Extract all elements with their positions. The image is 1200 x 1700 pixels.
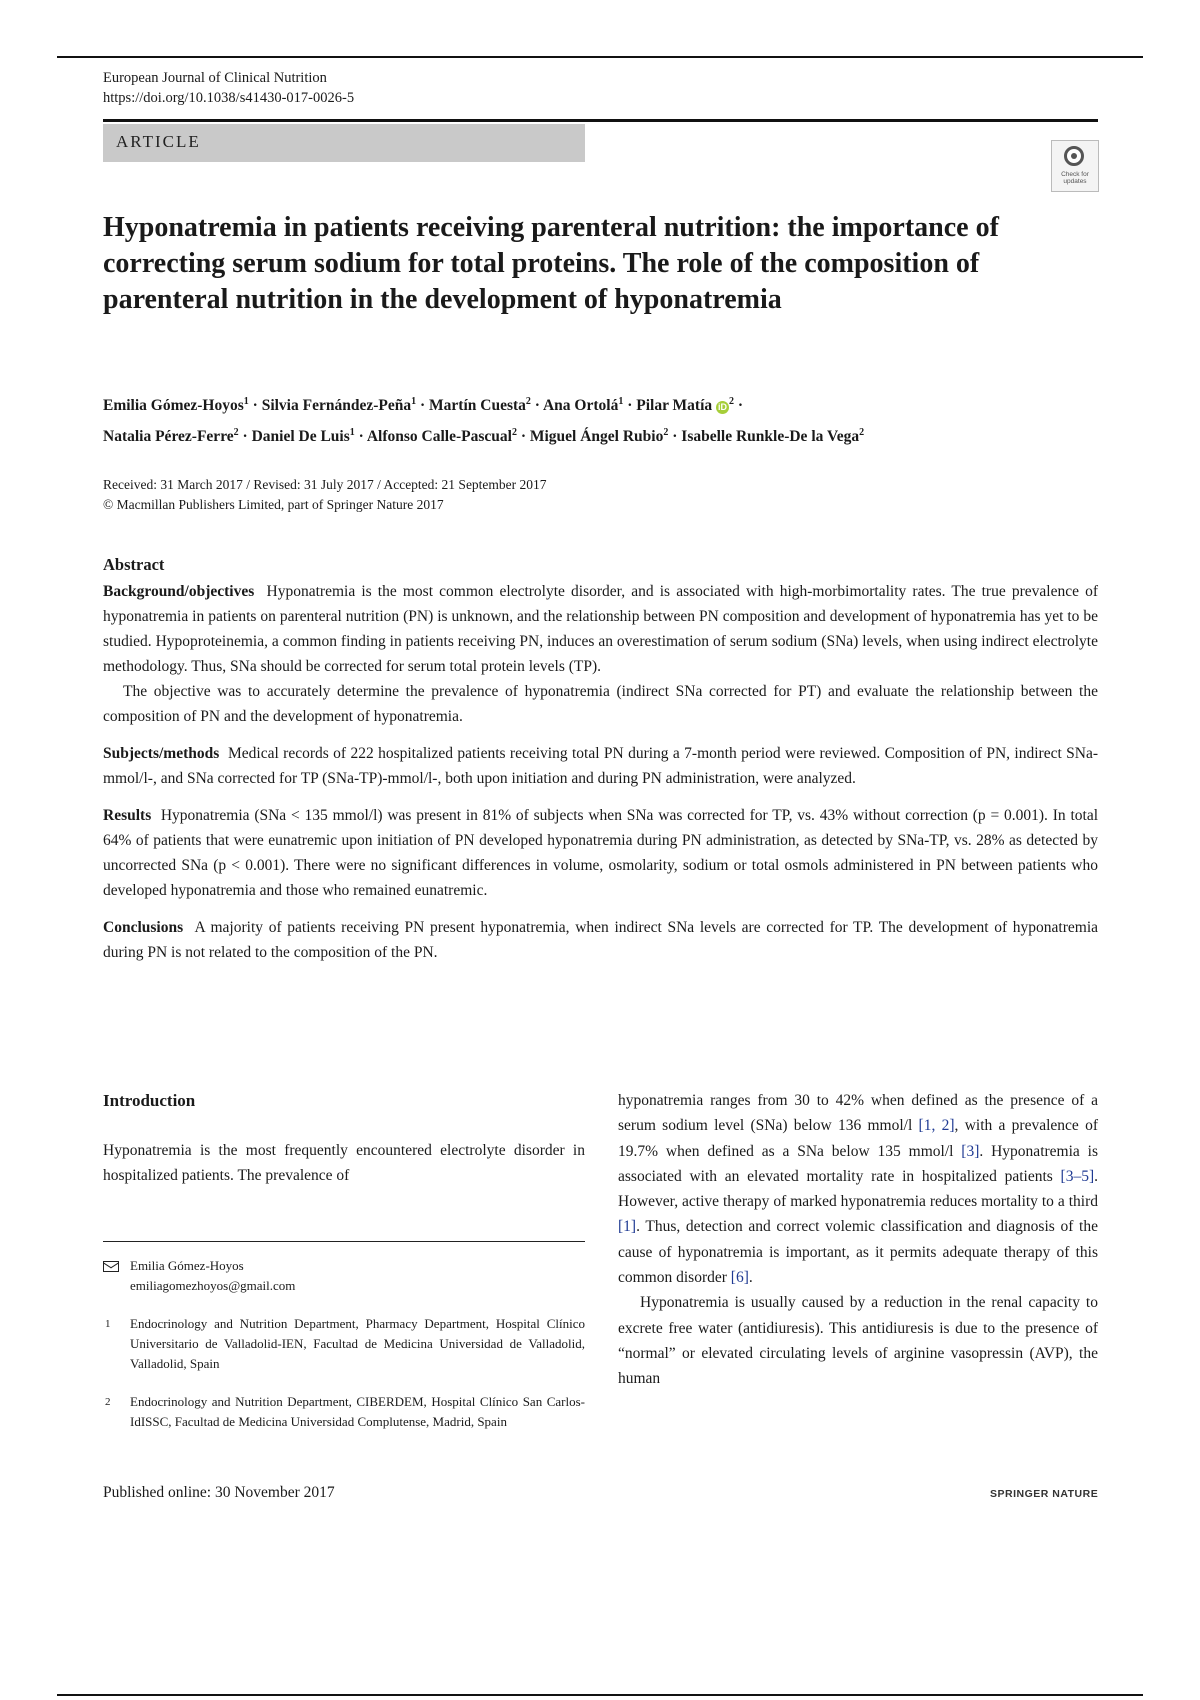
- author-name: Ana Ortolá$^1$: [542, 396, 624, 415]
- author-separator: ·: [516, 428, 530, 446]
- author-name: Alfonso Calle-Pascual$^2$: [366, 427, 517, 446]
- author-affiliation-mark: 2: [511, 427, 517, 439]
- header-rule: [103, 119, 1098, 122]
- author-name: Natalia Pérez-Ferre$^2$: [103, 427, 239, 446]
- author-affiliation-mark: 2: [233, 427, 239, 439]
- paragraph-text: hyponatremia ranges from 30 to 42% when defined as the presence of a serum sodium level (SNa) below 136 mmol/l: [618, 1092, 1098, 1135]
- intro-right-paragraph-1: [618, 1088, 1098, 1290]
- intro-right-column: [618, 1088, 1098, 1392]
- author-affiliation-mark: 1: [411, 396, 417, 407]
- author-separator: ·: [354, 428, 367, 446]
- background-label: Background/objectives: [103, 583, 255, 600]
- methods-text: Medical records of 222 hospitalized patients receiving total PN during a 7-month period were reviewed. Composition of PN, indirect SNa-mmol/l-, and SNa corrected for TP (SNa-TP)-mmol/l-, both upon initiation and during PN administration, were analyzed.: [103, 745, 1098, 787]
- affiliation-1-mark: 1: [105, 1318, 111, 1330]
- citation-link[interactable]: [3]: [961, 1142, 980, 1160]
- author-separator: ·: [668, 428, 682, 446]
- author-name: Daniel De Luis$^1$: [251, 427, 355, 446]
- author-affiliation-mark: 2: [859, 427, 865, 439]
- author-affiliation-mark: 1: [618, 396, 624, 407]
- citation-link[interactable]: [6]: [730, 1269, 749, 1287]
- author-name: Emilia Gómez-Hoyos$^1$: [103, 396, 249, 415]
- corresponding-author-note: [103, 1256, 585, 1296]
- abstract-objective: The objective was to accurately determine the prevalence of hyponatremia (indirect SNa corrected for PT) and evaluate the relationship between the composition of PN and the development of hyponatremia.: [103, 683, 1098, 725]
- results-text: Hyponatremia (SNa < 135 mmol/l) was present in 81% of subjects when SNa was corrected for TP, vs. 43% without correction (p = 0.001). In total 64% of patients that were eunatremic upon initiation of PN developed hyponatremia during PN administration, as detected by SNa-TP, vs. 28% as detected by uncorrected SNa (p < 0.001). There were no significant differences in volume, osmolarity, sodium or total osmols administered in PN between patients who developed hyponatremia and those who remained eunatremic.: [103, 807, 1099, 899]
- orcid-icon[interactable]: iD: [718, 402, 728, 413]
- bottom-page-rule: [57, 1694, 1143, 1696]
- check-for-updates-icon: [1064, 146, 1084, 166]
- article-title: Hyponatremia in patients receiving parenteral nutrition: the importance of correcting serum sodium for total proteins. The role of the composition of parenteral nutrition in the development of hyponatremia: [103, 212, 999, 315]
- citation-link[interactable]: [1]: [618, 1218, 637, 1236]
- corresponding-author-email[interactable]: emiliagomezhoyos@gmail.com: [130, 1278, 296, 1293]
- author-separator: ·: [238, 428, 252, 446]
- intro-right-paragraph-2: Hyponatremia is usually caused by a reduction in the renal capacity to excrete free water (antidiuresis). This antidiuresis is due to the presence of “normal” or elevated circulating levels of arginine vasopressin (AVP), the human: [618, 1294, 1098, 1388]
- intro-left-column: [103, 1088, 585, 1188]
- paragraph-text: . However, active therapy of marked hyponatremia reduces mortality to a third: [618, 1167, 1098, 1211]
- author-name: Silvia Fernández-Peña$^1$: [261, 396, 417, 415]
- journal-doi-link[interactable]: https://doi.org/10.1038/s41430-017-0026-5: [103, 90, 355, 106]
- journal-header: [103, 68, 354, 108]
- affiliation-2: [103, 1392, 585, 1432]
- methods-label: Subjects/methods: [103, 745, 220, 762]
- check-for-updates-label: Check for updates: [1061, 171, 1089, 185]
- article-type-label: ARTICLE: [116, 132, 201, 151]
- author-name: Isabelle Runkle-De la Vega$^2$: [681, 427, 865, 446]
- author-name: Miguel Ángel Rubio$^2$: [529, 427, 669, 446]
- results-label: Results: [103, 807, 152, 824]
- author-separator: ·: [416, 397, 430, 415]
- author-affiliation-mark: 2: [663, 427, 669, 439]
- abstract-heading: Abstract: [103, 555, 165, 574]
- author-separator: ·: [530, 397, 543, 415]
- abstract-conclusions: [103, 915, 1098, 965]
- abstract-results: [103, 803, 1098, 903]
- corresponding-author-name: Emilia Gómez-Hoyos: [130, 1258, 244, 1273]
- affiliation-2-text: Endocrinology and Nutrition Department, CIBERDEM, Hospital Clínico San Carlos- IdISSC, Facultad de Medicina Universidad Complutense, Madrid, Spain: [130, 1394, 585, 1429]
- background-text: Hyponatremia is the most common electrolyte disorder, and is associated with high-morbimortality rates. The true prevalence of hyponatremia in patients on parenteral nutrition (PN) is unknown, and the relationship between PN composition and development of hyponatremia has yet to be studied. Hypoproteinemia, a common finding in patients receiving PN, induces an overestimation of serum sodium (SNa) levels, when using indirect electrolyte methodology. Thus, SNa should be corrected for serum total protein levels (TP).: [103, 583, 1099, 675]
- footnotes: [103, 1256, 585, 1450]
- introduction-heading: Introduction: [103, 1091, 196, 1110]
- affiliation-1-text: Endocrinology and Nutrition Department, Pharmacy Department, Hospital Clínico Universitario de Valladolid-IEN, Facultad de Medicina Universidad de Valladolid, Valladolid, Spain: [130, 1316, 585, 1371]
- citation-link[interactable]: [3–5]: [1060, 1167, 1095, 1185]
- citation-link[interactable]: [1, 2]: [918, 1117, 955, 1135]
- affiliation-2-mark: 2: [105, 1396, 111, 1408]
- author-separator: ·: [248, 397, 262, 415]
- author-affiliation-mark: 1: [349, 427, 355, 439]
- email-envelope-icon: [103, 1261, 119, 1272]
- author-separator: ·: [623, 397, 637, 415]
- abstract-methods: [103, 741, 1098, 791]
- paragraph-text: , with a prevalence of 19.7% when defined as a SNa below 135 mmol/l: [618, 1117, 1098, 1160]
- conclusions-text: A majority of patients receiving PN present hyponatremia, when indirect SNa levels are corrected for TP. The development of hyponatremia during PN is not related to the composition of the PN.: [103, 919, 1099, 961]
- author-list: [103, 388, 1103, 450]
- footnote-rule: [103, 1241, 585, 1242]
- author-affiliation-mark: 1: [243, 396, 249, 407]
- copyright-line: © Macmillan Publishers Limited, part of Springer Nature 2017: [103, 497, 444, 512]
- affiliation-1: [103, 1314, 585, 1374]
- journal-name: European Journal of Clinical Nutrition: [103, 70, 327, 86]
- paragraph-text: .: [748, 1269, 753, 1287]
- top-page-rule: [57, 56, 1143, 58]
- check-for-updates-button[interactable]: [1051, 140, 1099, 192]
- conclusions-label: Conclusions: [103, 919, 184, 936]
- author-separator: ·: [734, 397, 744, 415]
- intro-left-paragraph: Hyponatremia is the most frequently encountered electrolyte disorder in hospitalized patients. The prevalence of: [103, 1142, 585, 1184]
- date-history: Received: 31 March 2017 / Revised: 31 July 2017 / Accepted: 21 September 2017: [103, 477, 547, 492]
- publisher-logo: SPRINGER NATURE: [990, 1488, 1099, 1500]
- published-online-date: Published online: 30 November 2017: [103, 1484, 335, 1501]
- paragraph-text: . Thus, detection and correct volemic classification and diagnosis of the cause of hyponatremia is important, as it permits adequate therapy of this common disorder: [618, 1218, 1098, 1287]
- author-affiliation-mark: 2: [525, 396, 531, 407]
- author-affiliation-mark: 2: [729, 396, 735, 407]
- author-name: Pilar Matía $iD^2$: [636, 396, 735, 415]
- article-dates: [103, 475, 547, 515]
- article-type-bar: [103, 124, 585, 162]
- author-name: Martín Cuesta$^2$: [429, 396, 531, 415]
- abstract-background: [103, 579, 1098, 679]
- paragraph-text: . Hyponatremia is associated with an elevated mortality rate in hospitalized patients: [618, 1142, 1098, 1185]
- abstract: [103, 552, 1098, 965]
